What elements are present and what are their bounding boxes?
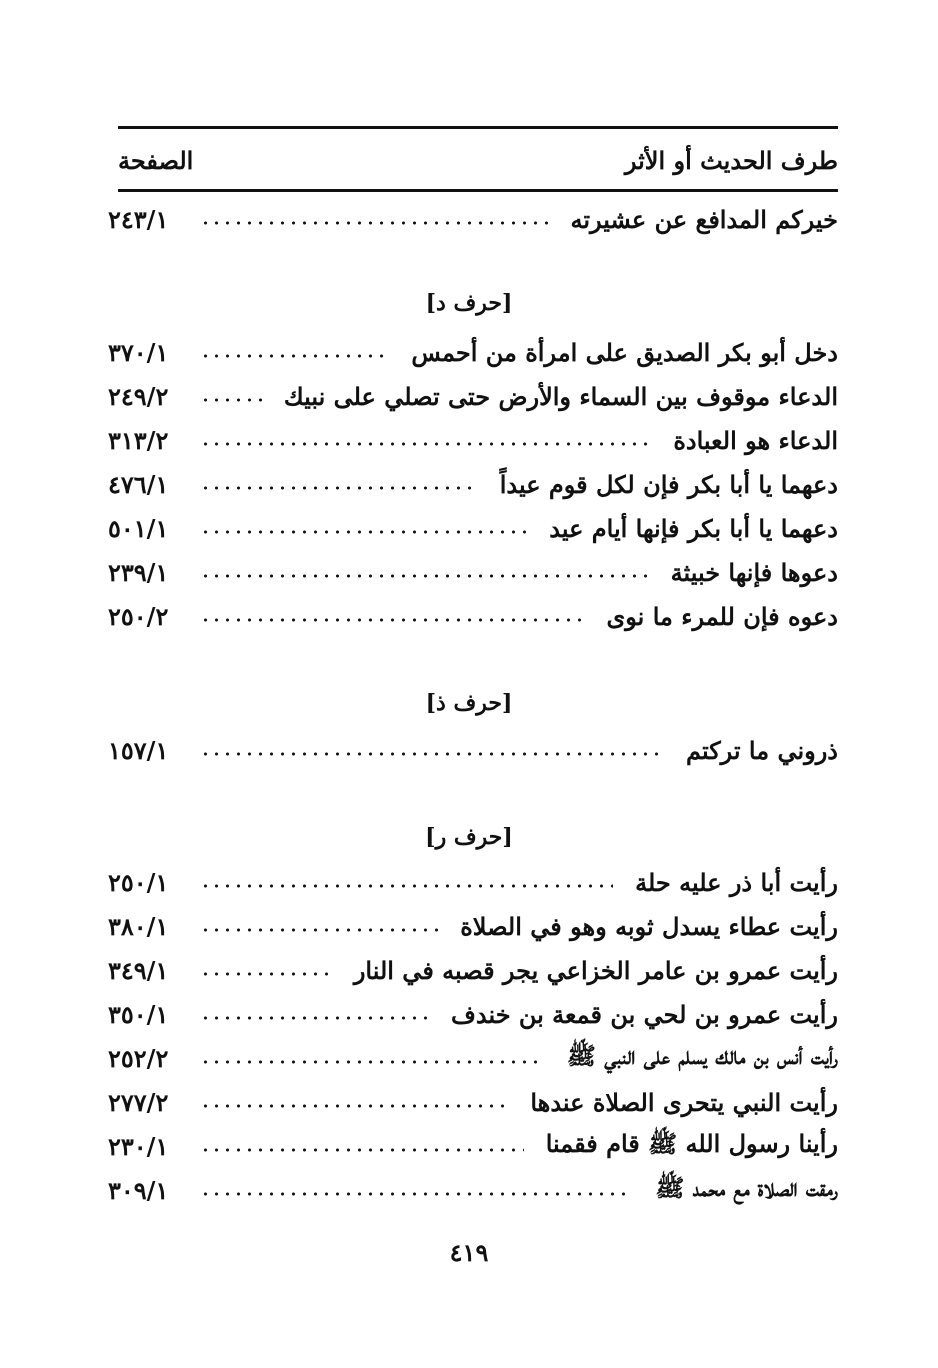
- entry-text: رأيت أنس بن مالك يسلم على النبي ﷺ: [566, 1040, 838, 1070]
- entry-page-ref: ٢٥٠/١: [108, 867, 169, 897]
- leader-dots: [200, 1016, 429, 1020]
- entry-page-ref: ٣٥٠/١: [108, 999, 169, 1029]
- entry-text: رأيت النبي يتحرى الصلاة عندها: [530, 1087, 838, 1117]
- leader-dots: [200, 1060, 545, 1064]
- entry-text: رمقت الصلاة مع محمد ﷺ: [655, 1172, 838, 1202]
- page-number: ٤١٩: [449, 1238, 489, 1267]
- entry-text: دعوها فإنها خبيثة: [670, 557, 838, 587]
- entry-text: الدعاء موقوف بين السماء والأرض حتى تصلي على نبيك: [283, 381, 838, 411]
- entry-page-ref: ٢٣٠/١: [108, 1131, 169, 1161]
- entry-page-ref: ٣١٣/٢: [108, 425, 169, 455]
- index-entry: [108, 950, 838, 990]
- header-top-rule: [118, 126, 838, 129]
- entry-page-ref: ٢٥٢/٢: [108, 1043, 169, 1073]
- index-entry: [108, 596, 838, 636]
- entry-page-ref: ٤٧٦/١: [108, 469, 169, 499]
- index-entry: [108, 1038, 838, 1078]
- column-title-hadith: طرف الحديث أو الأثر: [624, 145, 838, 175]
- section-title-dal: [حرف د]: [425, 290, 513, 316]
- index-entry: [108, 199, 838, 239]
- index-entry: [108, 1126, 838, 1166]
- entry-text: رأيت عطاء يسدل ثوبه وهو في الصلاة: [460, 911, 838, 941]
- entry-page-ref: ٥٠١/١: [108, 513, 169, 543]
- index-entry: [108, 1170, 838, 1210]
- entry-page-ref: ٣٠٩/١: [108, 1175, 169, 1205]
- index-entry: [108, 862, 838, 902]
- leader-dots: [200, 884, 613, 888]
- entry-text: دعهما يا أبا بكر فإنها أيام عيد: [549, 513, 838, 543]
- entry-text: دعوه فإن للمرء ما نوى: [606, 601, 838, 631]
- index-entry: [108, 376, 838, 416]
- index-entry: [108, 730, 838, 770]
- entry-page-ref: ٢٤٣/١: [108, 204, 169, 234]
- leader-dots: [200, 618, 584, 622]
- entry-text: الدعاء هو العبادة: [673, 425, 838, 455]
- entry-page-ref: ٢٥٠/٢: [108, 601, 169, 631]
- section-title-ra: [حرف ر]: [425, 824, 513, 850]
- leader-dots: [200, 752, 664, 756]
- header-bottom-rule: [118, 189, 838, 192]
- leader-dots: [200, 442, 651, 446]
- leader-dots: [200, 486, 478, 490]
- leader-dots: [200, 1148, 524, 1152]
- entry-page-ref: ٣٤٩/١: [108, 955, 169, 985]
- entry-page-ref: ٢٤٩/٢: [108, 381, 169, 411]
- entry-text: رأينا رسول الله ﷺ قام فقمنا: [545, 1128, 838, 1158]
- entry-text: رأيت عمرو بن عامر الخزاعي يجر قصبه في النار: [353, 955, 838, 985]
- index-entry: [108, 464, 838, 504]
- leader-dots: [200, 221, 548, 225]
- index-entry: [108, 1082, 838, 1122]
- entry-page-ref: ٢٧٧/٢: [108, 1087, 169, 1117]
- entry-text: رأيت عمرو بن لحي بن قمعة بن خندف: [450, 999, 838, 1029]
- entry-page-ref: ٣٨٠/١: [108, 911, 169, 941]
- column-title-page: الصفحة: [118, 145, 194, 175]
- leader-dots: [200, 530, 527, 534]
- entry-text: ذروني ما تركتم: [686, 735, 838, 765]
- index-entry: [108, 332, 838, 372]
- section-title-dhal: [حرف ذ]: [425, 690, 513, 716]
- index-entry: [108, 906, 838, 946]
- table-header: [118, 138, 838, 182]
- index-entry: [108, 552, 838, 592]
- leader-dots: [200, 398, 262, 402]
- index-entry: [108, 508, 838, 548]
- leader-dots: [200, 354, 389, 358]
- index-entry: [108, 420, 838, 460]
- entry-text: دعهما يا أبا بكر فإن لكل قوم عيداً: [499, 469, 838, 499]
- entry-page-ref: ١٥٧/١: [108, 735, 169, 765]
- leader-dots: [200, 928, 438, 932]
- index-entry: [108, 994, 838, 1034]
- leader-dots: [200, 1104, 508, 1108]
- leader-dots: [200, 1192, 633, 1196]
- entry-text: دخل أبو بكر الصديق على امرأة من أحمس: [411, 337, 838, 367]
- entry-text: رأيت أبا ذر عليه حلة: [635, 867, 838, 897]
- entry-text: خيركم المدافع عن عشيرته: [570, 204, 838, 234]
- entry-page-ref: ٢٣٩/١: [108, 557, 169, 587]
- leader-dots: [200, 574, 649, 578]
- entry-page-ref: ٣٧٠/١: [108, 337, 169, 367]
- leader-dots: [200, 972, 332, 976]
